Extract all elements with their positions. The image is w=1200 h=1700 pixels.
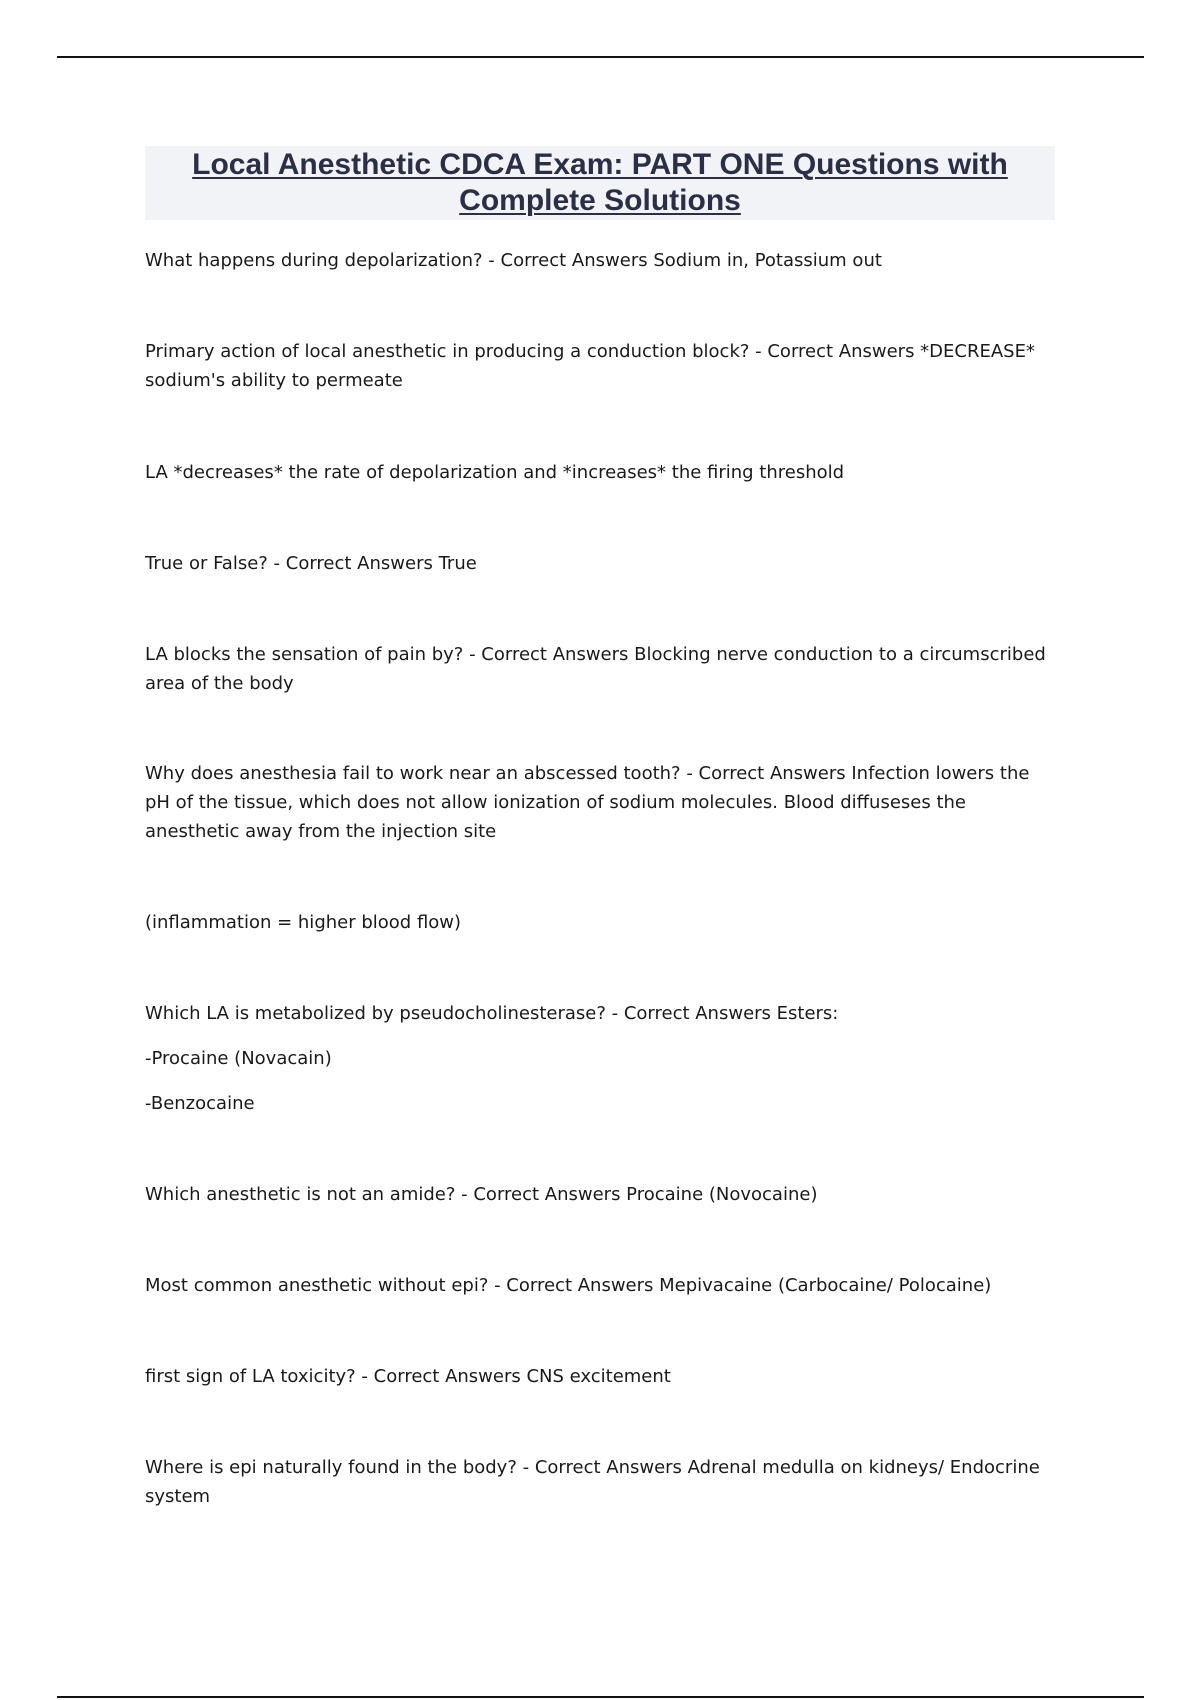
title-banner (145, 146, 1055, 220)
qa-text: Which LA is metabolized by pseudocholinesterase? - Correct Answers Esters: (145, 1003, 839, 1024)
qa-entry (145, 1089, 1060, 1118)
qa-text: LA *decreases* the rate of depolarization and *increases* the firing threshold (145, 462, 845, 483)
qa-entry (145, 1044, 1060, 1073)
qa-entry (145, 640, 1060, 698)
qa-text: Why does anesthesia fail to work near an abscessed tooth? - Correct Answers Infection lowers the pH of the tissue, which does not allow ionization of sodium molecules. Blood diffuseses the anesthetic away from the injection site (145, 763, 1036, 842)
qa-entry (145, 1453, 1060, 1511)
qa-text: first sign of LA toxicity? - Correct Answers CNS excitement (145, 1366, 671, 1387)
qa-text: True or False? - Correct Answers True (145, 553, 477, 574)
qa-entry (145, 549, 1060, 578)
qa-entry (145, 759, 1060, 846)
qa-entry (145, 1180, 1060, 1209)
qa-entry (145, 337, 1060, 395)
qa-text: Which anesthetic is not an amide? - Correct Answers Procaine (Novocaine) (145, 1184, 818, 1205)
document-title: Local Anesthetic CDCA Exam: PART ONE Questions with Complete Solutions (192, 148, 1008, 217)
qa-entry (145, 458, 1060, 487)
qa-text: LA blocks the sensation of pain by? - Correct Answers Blocking nerve conduction to a circumscribed area of the body (145, 644, 1052, 694)
qa-entry (145, 908, 1060, 937)
qa-text: Primary action of local anesthetic in producing a conduction block? - Correct Answers *DECREASE* sodium's ability to permeate (145, 341, 1041, 391)
qa-entry (145, 246, 1060, 275)
qa-text: -Benzocaine (145, 1093, 255, 1114)
qa-text: -Procaine (Novacain) (145, 1048, 332, 1069)
footer-rule (57, 1696, 1144, 1698)
qa-text: Where is epi naturally found in the body? - Correct Answers Adrenal medulla on kidneys/ Endocrine system (145, 1457, 1046, 1507)
header-rule (57, 56, 1144, 58)
qa-entry (145, 999, 1060, 1028)
qa-text: (inflammation = higher blood flow) (145, 912, 462, 933)
qa-entry (145, 1271, 1060, 1300)
qa-entry (145, 1362, 1060, 1391)
qa-text: What happens during depolarization? - Correct Answers Sodium in, Potassium out (145, 250, 882, 271)
qa-text: Most common anesthetic without epi? - Correct Answers Mepivacaine (Carbocaine/ Polocaine) (145, 1275, 992, 1296)
